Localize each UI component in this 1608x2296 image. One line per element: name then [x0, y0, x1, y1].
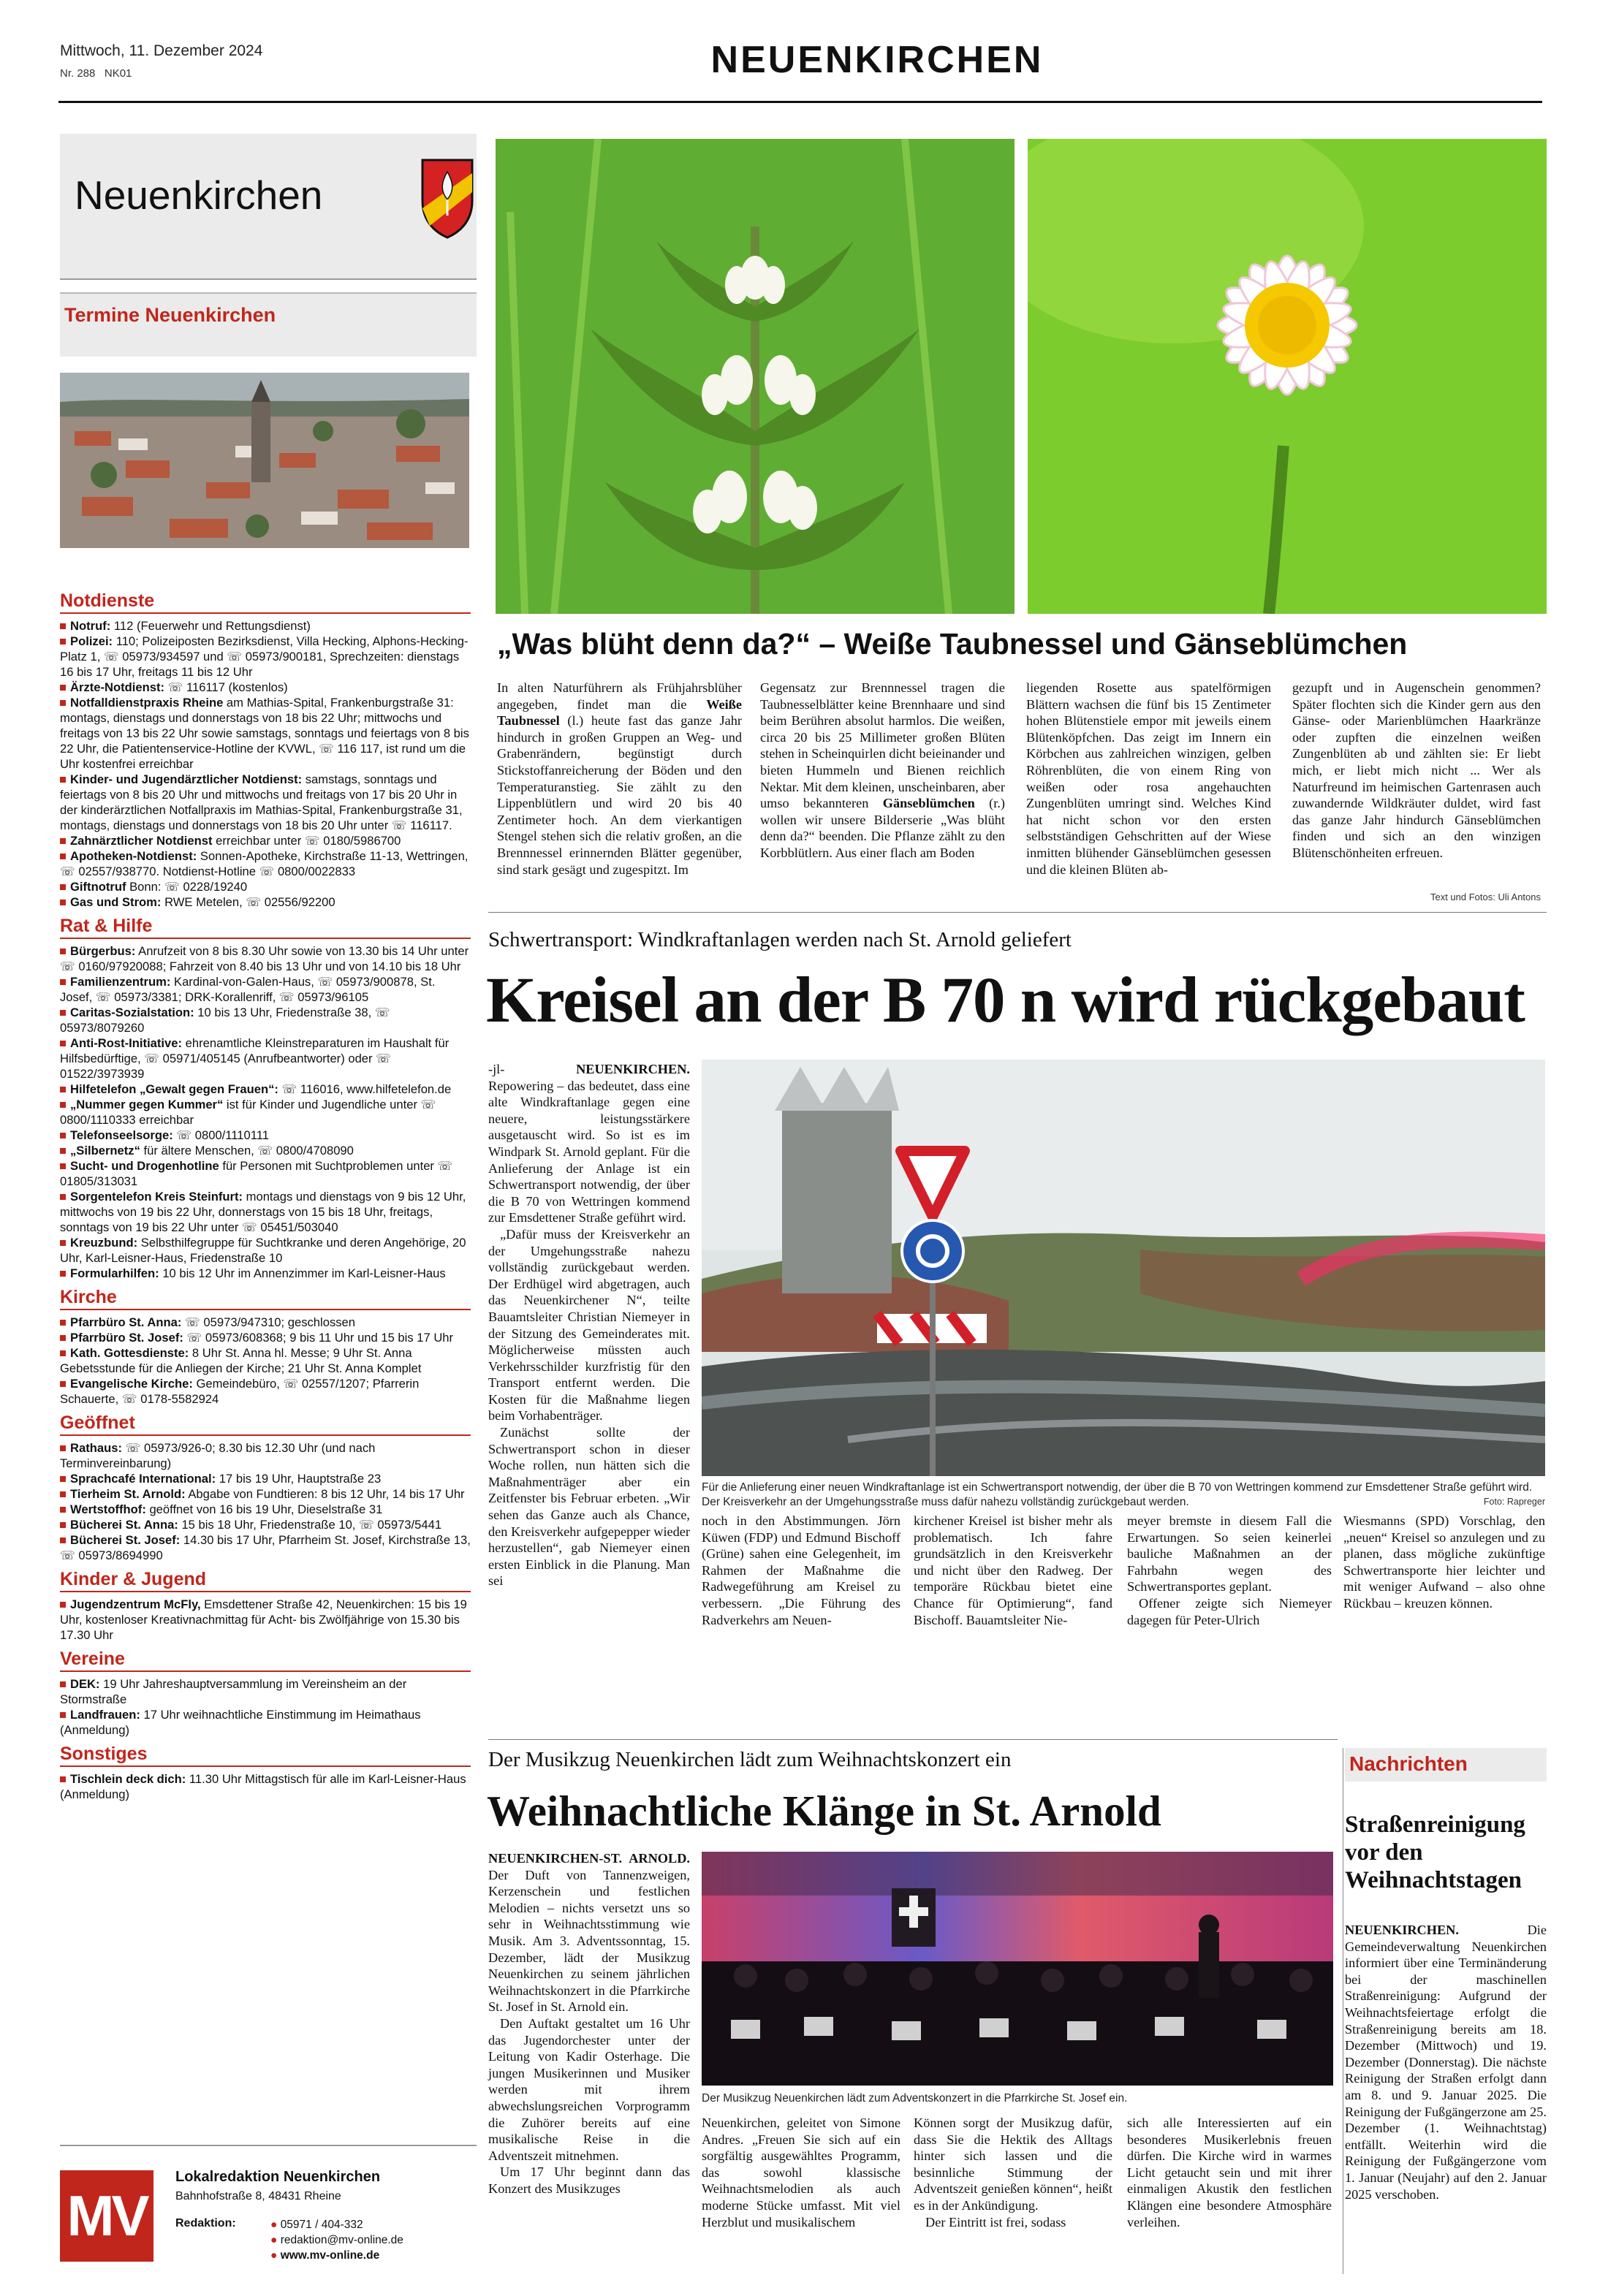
article1-col3: liegenden Rosette aus spatelförmigen Blättern wachsen die fünf bis 15 Zentimeter hohen Blütenstiele empor mit jeweils einem Blütenköpfchen. Das zeigt im Innern ein Körbchen aus zahlreichen winzigen, gelben Röhrenblüten, die von einem Ring von weißen oder rosa angehauchten Zungenblüten umringt sind. Welches Kind hat nicht schon vor den ersten selbstständigen Gehschritten auf der Wiese inmitten blühender Gänseblümchen gesessen und die kleinen Blüten ab- — [1026, 680, 1271, 877]
entry-details: 15 bis 18 Uhr, Friedenstraße 10, ☏ 05973/5441 — [178, 1518, 442, 1532]
entry-name: „Nummer gegen Kummer“ — [70, 1098, 224, 1111]
termine-entry — [60, 1035, 471, 1082]
bullet-icon — [60, 900, 66, 905]
bullet-icon — [60, 1087, 66, 1092]
article1-col4: gezupft und in Augenschein genommen? Später flochten sich die Kinder gern aus den Gänse- oder Marienblümchen Haarkränze oder zupften die einzelnen weißen Zungenblüten ab und zählten sie: Er liebt mich, er liebt mich nicht ... Wer als Naturfreund im heimischen Gartenrasen auch zuwandernde Wildkräuter duldet, wird fast das ganze Jahr hindurch Gänseblümchen finden und sich an den winzigen Blütenschönheiten erfreuen. — [1292, 680, 1541, 860]
entry-details: ehrenamtliche Kleinstreparaturen im Haushalt für Hilfsbedürftige, ☏ 05971/405145 (Anrufbeantworter) oder ☏ 01522/3973939 — [60, 1036, 450, 1081]
entry-details: 8 Uhr St. Anna hl. Messe; 9 Uhr St. Anna Gebetsstunde für die Anliegen der Kirche; 21 Uhr St. Anna Komplet — [60, 1346, 422, 1375]
entry-name: Polizei: — [70, 634, 113, 648]
entry-details: ☏ 0800/1110111 — [172, 1128, 269, 1142]
article2-rule — [488, 1739, 1338, 1740]
entry-name: Kreuzbund: — [70, 1236, 138, 1250]
entry-details: Bonn: ☏ 0228/19240 — [126, 880, 248, 894]
bullet-icon — [60, 1350, 66, 1356]
article3-col3-p1: Können sorgt der Musikzug dafür, dass Sie die Hektik des Alltags hinter sich lassen und die besinnliche Stimmung der Adventszeit genießen können“, heißt es in der Ankündigung. — [914, 2116, 1112, 2213]
entry-name: DEK: — [70, 1677, 100, 1691]
bullet-icon — [60, 700, 66, 706]
article1-col1: In alten Naturführern als Frühjahrsblüher angegeben, findet man die Weiße Taubnessel (l.) heute fast das ganze Jahr hindurch in großen Gruppen an Weg- und Grabenrändern, begünstigt durch Stickstoffanreicherung der Böden und den Temperaturanstieg. Sie zählt zu den Lippenblütlern und wird 20 bis 40 Zentimeter hoch. An dem vierkantigen Stengel stehen sich die relativ großen, an die Brennnessel erinnernden Blätter gegenüber, sind stark gesägt und zugespitzt. Im — [497, 680, 742, 877]
entry-name: Tischlein deck dich: — [70, 1772, 186, 1786]
entry-name: Formularhilfen: — [70, 1266, 159, 1280]
entry-details: samstags, sonntags und feiertags von 8 bis 20 Uhr und mittwochs und freitags von 17 bis 20 Uhr in der kinderärztlichen Notfallpraxis im Mathias-Spital, Frankenburgstraße 31, montags, dienstags und donnerstags von 18 bis 20 Uhr unter ☏ 116117. — [60, 772, 463, 832]
entry-name: „Silbernetz“ — [70, 1144, 140, 1157]
entry-name: Hilfetelefon „Gewalt gegen Frauen“: — [70, 1082, 278, 1096]
entry-name: Telefonseelsorge: — [70, 1128, 173, 1142]
bullet-icon — [60, 1776, 66, 1782]
termine-entry — [60, 1486, 471, 1502]
termine-entry — [60, 1707, 471, 1738]
article2-col4 — [1127, 1513, 1332, 1628]
termine-group-title: Kirche — [60, 1287, 471, 1310]
bullet-icon — [60, 1507, 66, 1513]
paragraph: Um 17 Uhr beginnt dann das Konzert des Musikzuges — [488, 2164, 690, 2196]
entry-name: Bürgerbus: — [70, 944, 136, 958]
article2-photo-credit: Foto: Rapreger — [1483, 1497, 1545, 1507]
termine-entry — [60, 1471, 471, 1486]
entry-details: ☏ 05973/926-0; 8.30 bis 12.30 Uhr (und nach Terminvereinbarung) — [60, 1441, 376, 1470]
entry-details: Abgabe von Fundtieren: 8 bis 12 Uhr, 14 bis 17 Uhr — [185, 1487, 465, 1501]
bullet-icon — [60, 777, 66, 783]
entry-name: Landfrauen: — [70, 1708, 140, 1722]
news-headline: Straßenreinigung vor den Weihnachtstagen — [1345, 1812, 1525, 1893]
termine-entry — [60, 1189, 471, 1235]
termine-entry — [60, 833, 471, 848]
bullet-icon — [60, 1271, 66, 1277]
town-name: Neuenkirchen — [75, 172, 323, 218]
bullet-icon — [60, 1320, 66, 1326]
termine-entry — [60, 1235, 471, 1266]
bullet-icon — [60, 1712, 66, 1718]
bullet-icon — [60, 1240, 66, 1246]
news-label: Nachrichten — [1349, 1752, 1468, 1775]
entry-name: Caritas-Sozialstation: — [70, 1006, 194, 1019]
termine-group-title: Sonstiges — [60, 1744, 471, 1767]
bullet-icon — [60, 1381, 66, 1387]
termine-entry — [60, 1676, 471, 1707]
entry-details: für ältere Menschen, ☏ 0800/4708090 — [140, 1144, 354, 1157]
entry-details: Kardinal-von-Galen-Haus, ☏ 05973/900878, St. Josef, ☏ 05973/3381; DRK-Korallenriff, ☏ 05973/96105 — [60, 975, 436, 1004]
entry-details: 110; Polizeiposten Bezirksdienst, Villa Hecking, Alphons-Hecking-Platz 1, ☏ 05973/934597 und ☏ 05973/900181, Sprechzeiten: dienstags 16 bis 17 Uhr, freitags 11 bis 12 Uhr — [60, 634, 469, 679]
entry-name: Notruf: — [70, 619, 111, 633]
termine-entry — [60, 1266, 471, 1281]
termine-entry — [60, 1143, 471, 1158]
termine-entry — [60, 894, 471, 910]
entry-details: Anrufzeit von 8 bis 8.30 Uhr sowie von 13.30 bis 14 Uhr unter ☏ 0160/97920088; Fahrzeit von 8.40 bis 13 Uhr und von 14.10 bis 18 Uhr — [60, 944, 469, 973]
termine-entry — [60, 634, 471, 680]
termine-entry — [60, 1082, 471, 1097]
termine-entry — [60, 1502, 471, 1517]
bullet-icon — [60, 1522, 66, 1528]
article3-col4: sich alle Interessierten auf ein besonderes Musikerlebnis freuen dürfen. Die Kirche wird in warmes Licht getaucht sein und mit ihrer einmaligen Akustik den festlichen Klängen eine besondere Atmosphäre verleihen. — [1127, 2116, 1332, 2230]
mv-logo: MV — [60, 2170, 153, 2262]
bullet-icon — [60, 1335, 66, 1341]
termine-entry — [60, 1440, 471, 1471]
article3-headline: Weihnachtliche Klänge in St. Arnold — [487, 1787, 1161, 1835]
termine-entry — [60, 974, 471, 1005]
article1-rule — [488, 912, 1547, 913]
termine-title: Termine Neuenkirchen — [64, 304, 276, 326]
paragraph: NEUENKIRCHEN-ST. ARNOLD. Der Duft von Tannenzweigen, Kerzenschein und festlichen Melodien – nichts versetzt uns so sehr in Weihnachtsstimmung wie Musik. Am 3. Adventssonntag, 15. Dezember, lädt der Musikzug Neuenkirchen zu seinem jährlichen Weihnachtskonzert in die Pfarrkirche St. Josef in St. Arnold ein. — [488, 1851, 690, 2015]
termine-entry — [60, 848, 471, 879]
termine-entry — [60, 879, 471, 894]
entry-details: erreichbar unter ☏ 0180/5986700 — [212, 834, 401, 848]
entry-details: 112 (Feuerwehr und Rettungsdienst) — [110, 619, 311, 633]
bullet-icon — [60, 884, 66, 890]
entry-name: Pfarrbüro St. Anna: — [70, 1315, 182, 1329]
termine-group-title: Kinder & Jugend — [60, 1569, 471, 1592]
entry-details: 10 bis 12 Uhr im Annenzimmer im Karl-Leisner-Haus — [159, 1266, 446, 1280]
bullet-icon — [60, 1148, 66, 1154]
entry-details: 17 bis 19 Uhr, Hauptstraße 23 — [216, 1472, 382, 1486]
entry-name: Zahnärztlicher Notdienst — [70, 834, 213, 848]
entry-details: ☏ 05973/608368; 9 bis 11 Uhr und 15 bis 17 Uhr — [183, 1331, 454, 1345]
entry-name: Kinder- und Jugendärztlicher Notdienst: — [70, 772, 303, 786]
entry-name: Bücherei St. Josef: — [70, 1533, 181, 1547]
photo-roundabout — [702, 1060, 1545, 1476]
paragraph: „Dafür muss der Kreisverkehr an der Umgehungsstraße nahezu vollständig zurückgebaut werden. Der Erdhügel wird abgetragen, auch das Neuenkirchener N“, teilte Bauamtsleiter Christian Niemeyer in der Sitzung des Gemeinderates mit. Möglicherweise müssten auch Verkehrsschilder kurzfristig für den Transport entfernt werden. Die Kosten für die Maßnahme liegen beim Vorhabenträger. — [488, 1226, 690, 1423]
entry-name: Giftnotruf — [70, 880, 126, 894]
termine-group-title: Vereine — [60, 1649, 471, 1672]
bullet-icon — [60, 1537, 66, 1543]
entry-details: 10 bis 13 Uhr, Friedenstraße 38, ☏ 05973/8079260 — [60, 1006, 390, 1035]
bullet-icon — [60, 1133, 66, 1139]
issue-number: Nr. 288 NK01 — [60, 67, 132, 80]
entry-name: Familienzentrum: — [70, 975, 171, 989]
entry-name: Wertstoffhof: — [70, 1502, 146, 1516]
bullet-icon — [60, 979, 66, 985]
entry-name: Evangelische Kirche: — [70, 1377, 193, 1391]
entry-details: RWE Metelen, ☏ 02556/92200 — [161, 895, 335, 909]
termine-entry — [60, 1345, 471, 1376]
bullet-icon — [60, 1041, 66, 1046]
entry-name: Ärzte-Notdienst: — [70, 680, 165, 694]
phone-icon: ● — [270, 2219, 278, 2231]
article3-col3-p2: Der Eintritt ist frei, sodass — [925, 2214, 1066, 2230]
termine-entry — [60, 1128, 471, 1143]
article2-col2: noch in den Abstimmungen. Jörn Küwen (FDP) und Edmund Bischoff (Grüne) sahen eine Gelegenheit, im Rahmen der Maßnahme die Radwegeführung am Kreisel zu verbessern. „Die Führung des Radverkehrs am Neuen- — [702, 1513, 900, 1627]
termine-group-title: Rat & Hilfe — [60, 916, 471, 939]
entry-name: Pfarrbüro St. Josef: — [70, 1331, 183, 1345]
termine-entry — [60, 1771, 471, 1802]
termine-entry — [60, 1315, 471, 1330]
entry-name: Notfalldienstpraxis Rheine — [70, 696, 224, 710]
entry-name: Sucht- und Drogenhotline — [70, 1159, 219, 1173]
entry-details: montags und dienstags von 9 bis 12 Uhr, mittwochs von 19 bis 22 Uhr, donnerstags von 15 bis 18 Uhr, freitags, sonntags von 19 bis 22 Uhr unter ☏ 05451/503040 — [60, 1190, 466, 1234]
entry-details: ist für Kinder und Jugendliche unter ☏ 0800/1110333 erreichbar — [60, 1098, 436, 1127]
termine-entry — [60, 1005, 471, 1035]
entry-name: Sorgentelefon Kreis Steinfurt: — [70, 1190, 243, 1204]
article1-col2: Gegensatz zur Brennnessel tragen die Taubnesselblätter keine Brennhaare und sind beim Berühren absolut harmlos. Die weißen, circa 20 bis 25 Millimeter großen Blüten stehen in Scheinquirlen dicht beieinander und bieten Hummeln und Bienen reichlich Nektar. Mit dem kleinen, unscheinbaren, aber umso bekannteren Gänseblümchen (r.) wollen wir unsere Bilderserie „Was blüht denn da?“ beenden. Die Pflanze zählt zu den Korbblütlern. Aus einer flach am Boden — [760, 680, 1005, 860]
entry-details: Sonnen-Apotheke, Kirchstraße 11-13, Wettringen, ☏ 02557/938770. Notdienst-Hotline ☏ 0800/0022833 — [60, 849, 469, 878]
entry-details: 17 Uhr weihnachtliche Einstimmung im Heimathaus (Anmeldung) — [60, 1708, 421, 1737]
article2-col3: kirchener Kreisel ist bisher mehr als problematisch. Ich fahre grundsätzlich in den Kreisverkehr und nicht über den Radweg. Der temporäre Rückbau bietet eine Chance für Optimierung“, fand Bischoff. Bauamtsleiter Nie- — [914, 1513, 1112, 1627]
footer-email[interactable]: redaktion@mv-online.de — [280, 2234, 403, 2246]
bullet-icon — [60, 1194, 66, 1200]
termine-entry — [60, 1097, 471, 1128]
entry-details: ☏ 116117 (kostenlos) — [164, 680, 288, 694]
photo-gaensebluemchen — [1028, 139, 1547, 614]
entry-name: Bücherei St. Anna: — [70, 1518, 178, 1532]
bullet-icon — [60, 1102, 66, 1108]
entry-name: Tierheim St. Arnold: — [70, 1487, 186, 1501]
entry-details: Gemeindebüro, ☏ 02557/1207; Pfarrerin Schauerte, ☏ 0178-5582924 — [60, 1377, 420, 1406]
termine-entry — [60, 943, 471, 974]
entry-details: geöffnet von 16 bis 19 Uhr, Dieselstraße 31 — [145, 1502, 383, 1516]
termine-entry — [60, 1376, 471, 1407]
news-label-box — [1345, 1748, 1547, 1782]
entry-name: Sprachcafé International: — [70, 1472, 216, 1486]
article3-lead-column — [488, 1850, 690, 2197]
entry-name: Apotheken-Notdienst: — [70, 849, 197, 863]
footer-web[interactable]: www.mv-online.de — [280, 2249, 380, 2262]
entry-details: Emsdettener Straße 42, Neuenkirchen: 15 bis 19 Uhr, kostenloser Kreativnachmittag für Acht- bis Zwölfjährige von 15.30 bis 17.30 Uhr — [60, 1597, 467, 1642]
mail-icon: ● — [270, 2234, 278, 2246]
article1-headline: „Was blüht denn da?“ – Weiße Taubnessel und Gänseblümchen — [497, 627, 1408, 661]
article2-caption: Für die Anlieferung einer neuen Windkraftanlage ist ein Schwertransport notwendig, der über die B 70 von Wettringen kommend zur Emsdettener Straße geführt wird. Der Kreisverkehr an der Umgehungsstraße muss dafür nahezu vollständig zurückgebaut werden. — [702, 1481, 1533, 1508]
article3-col3 — [914, 2115, 1112, 2230]
footer-redaktion-label: Redaktion: — [175, 2217, 236, 2230]
termine-entry — [60, 772, 471, 833]
bullet-icon — [60, 854, 66, 859]
entry-name: Anti-Rost-Initiative: — [70, 1036, 183, 1050]
bullet-icon — [60, 1163, 66, 1169]
footer-phone: 05971 / 404-332 — [280, 2219, 363, 2231]
article3-caption: Der Musikzug Neuenkirchen lädt zum Adventskonzert in die Pfarrkirche St. Josef ein. — [702, 2092, 1128, 2105]
entry-name: Gas und Strom: — [70, 895, 162, 909]
termine-entry — [60, 695, 471, 772]
bullet-icon — [60, 1681, 66, 1687]
article2-kicker: Schwertransport: Windkraftanlagen werden nach St. Arnold geliefert — [488, 928, 1072, 951]
entry-details: ☏ 116016, www.hilfetelefon.de — [278, 1082, 452, 1096]
sidebar-masthead — [60, 134, 477, 280]
article2-col5: Wiesmanns (SPD) Vorschlag, den „neuen“ Kreisel so anzulegen und zu planen, dass mögliche zukünftige Schwertransporte hier leichter und mit weniger Aufwand – also ohne Rückbau – kreuzen können. — [1343, 1513, 1545, 1611]
termine-box — [60, 292, 477, 357]
article2-headline: Kreisel an der B 70 n wird rückgebaut — [486, 965, 1525, 1036]
aerial-town-photo — [60, 373, 469, 548]
entry-name: Kath. Gottesdienste: — [70, 1346, 189, 1360]
termine-entry — [60, 1532, 471, 1563]
bullet-icon — [60, 1602, 66, 1608]
header-rule — [58, 101, 1542, 103]
entry-details: Selbsthilfegruppe für Suchtkranke und deren Angehörige, 20 Uhr, Karl-Leisner-Haus, Friedenstraße 10 — [60, 1236, 466, 1265]
termine-list — [60, 585, 471, 2141]
bullet-icon — [60, 639, 66, 645]
entry-details: 11.30 Uhr Mittagstisch für alle im Karl-Leisner-Haus (Anmeldung) — [60, 1772, 466, 1801]
photo-taubnessel — [496, 139, 1015, 614]
footer-address: Bahnhofstraße 8, 48431 Rheine — [175, 2190, 341, 2202]
article2-col4-p1: meyer bremste in diesem Fall die Erwartungen. So seien keinerlei bauliche Maßnahmen an der Fahrbahn wegen des Schwertransportes geplant. — [1127, 1513, 1332, 1594]
bullet-icon — [60, 1491, 66, 1497]
footer-contacts — [270, 2217, 403, 2263]
entry-name: Jugendzentrum McFly, — [70, 1597, 201, 1611]
termine-entry — [60, 680, 471, 695]
news-body: NEUENKIRCHEN. Die Gemeindeverwaltung Neuenkirchen informiert über eine Terminänderung bei der maschinellen Straßenreinigung: Aufgrund der Weihnachtsfeiertage erfolgt die Straßenreinigung bereits am 18. Dezember (Mittwoch) und 19. Dezember (Donnerstag). Die nächste Reinigung der Straßen erfolgt dann am 8. und 9. Januar 2025. Die Reinigung der Fußgängerzone am 25. Dezember (1. Weihnachtstag) entfällt. Weiterhin wird die Reinigung der Fußgängerzone vom 1. Januar (Neujahr) auf den 2. Januar 2025 verschoben. — [1345, 1923, 1547, 2202]
termine-entry — [60, 1597, 471, 1643]
sidebar-footer-rule — [60, 2145, 477, 2146]
termine-group-title: Notdienste — [60, 590, 471, 614]
bullet-icon — [60, 623, 66, 629]
termine-group-title: Geöffnet — [60, 1413, 471, 1436]
photo-concert — [702, 1852, 1333, 2086]
entry-details: für Personen mit Suchtproblemen unter ☏ 01805/313031 — [60, 1159, 453, 1188]
bullet-icon — [60, 1445, 66, 1451]
paragraph: Den Auftakt gestaltet um 16 Uhr das Jugendorchester unter der Leitung von Kadir Osterhage. Die jungen Musikerinnen und Musiker werden mit ihrem abwechslungsreichen Vorprogramm die Zuhörer bereits auf eine musikalische Reise in die Adventszeit mitnehmen. — [488, 2015, 690, 2163]
article3-col2: Neuenkirchen, geleitet von Simone Andres. „Freuen Sie sich auf ein sorgfältig ausgewähltes Programm, das sowohl klassische Weihnachtsmelodien als auch moderne Stücke umfasst. Mit viel Herzblut und musikalischem — [702, 2116, 900, 2230]
paragraph: Zunächst sollte der Schwertransport schon in dieser Woche rollen, nun hätten sich die Maßnahmenträger aber ein Zeitfenster bis Februar erbeten. „Wir sehen das Ganze auch als Chance, den Kreisverkehr aufgepepper wieder herzustellen“, gab Niemeyer einen ersten Einblick in die Planung. Man sei — [488, 1425, 690, 1589]
entry-details: 14.30 bis 17 Uhr, Pfarrheim St. Josef, Kirchstraße 13, ☏ 05973/8694990 — [60, 1533, 471, 1562]
termine-entry — [60, 1517, 471, 1532]
article3-kicker: Der Musikzug Neuenkirchen lädt zum Weihnachtskonzert ein — [488, 1748, 1012, 1771]
web-icon: ● — [270, 2249, 278, 2262]
article2-lead-column — [488, 1061, 690, 1589]
entry-details: 19 Uhr Jahreshauptversammlung im Vereinsheim an der Stormstraße — [60, 1677, 407, 1706]
termine-entry — [60, 1158, 471, 1189]
section-title: NEUENKIRCHEN — [710, 39, 1044, 81]
termine-entry — [60, 1330, 471, 1345]
entry-details: am Mathias-Spital, Frankenburgstraße 31: montags, dienstags und donnerstags von 18 bis 22 Uhr; mittwochs und freitags von 13 bis 22 Uhr sowie samstags, sonntags und feiertags von 8 bis 22 Uhr, die Patientenservice-Hotline der KVWL, ☏ 116 117, ist rund um die Uhr kostenfrei erreichbar — [60, 696, 469, 771]
bullet-icon — [60, 949, 66, 954]
termine-entry — [60, 618, 471, 634]
paragraph: -jl- NEUENKIRCHEN. Repowering – das bedeutet, dass eine alte Windkraftanlage gegen eine neuere, leistungsstärkere ausgetauscht wird. So ist es im Windpark St. Arnold geplant. Für die Anlieferung der Anlage ist ein Schwertransport notwendig, der über die B 70 von Wettringen kommend zur Emsdettener Straße geführt wird. — [488, 1062, 690, 1225]
bullet-icon — [60, 838, 66, 844]
bullet-icon — [60, 1476, 66, 1482]
issue-date: Mittwoch, 11. Dezember 2024 — [60, 42, 263, 59]
article2-col4-p2: Offener zeigte sich Niemeyer dagegen für Peter-Ulrich — [1127, 1595, 1332, 1627]
bullet-icon — [60, 685, 66, 691]
coat-of-arms-icon — [420, 157, 475, 239]
article1-credit: Text und Fotos: Uli Antons — [1430, 892, 1541, 902]
footer-title: Lokalredaktion Neuenkirchen — [175, 2169, 381, 2185]
entry-name: Rathaus: — [70, 1441, 122, 1455]
bullet-icon — [60, 1010, 66, 1016]
entry-details: ☏ 05973/947310; geschlossen — [181, 1315, 356, 1329]
